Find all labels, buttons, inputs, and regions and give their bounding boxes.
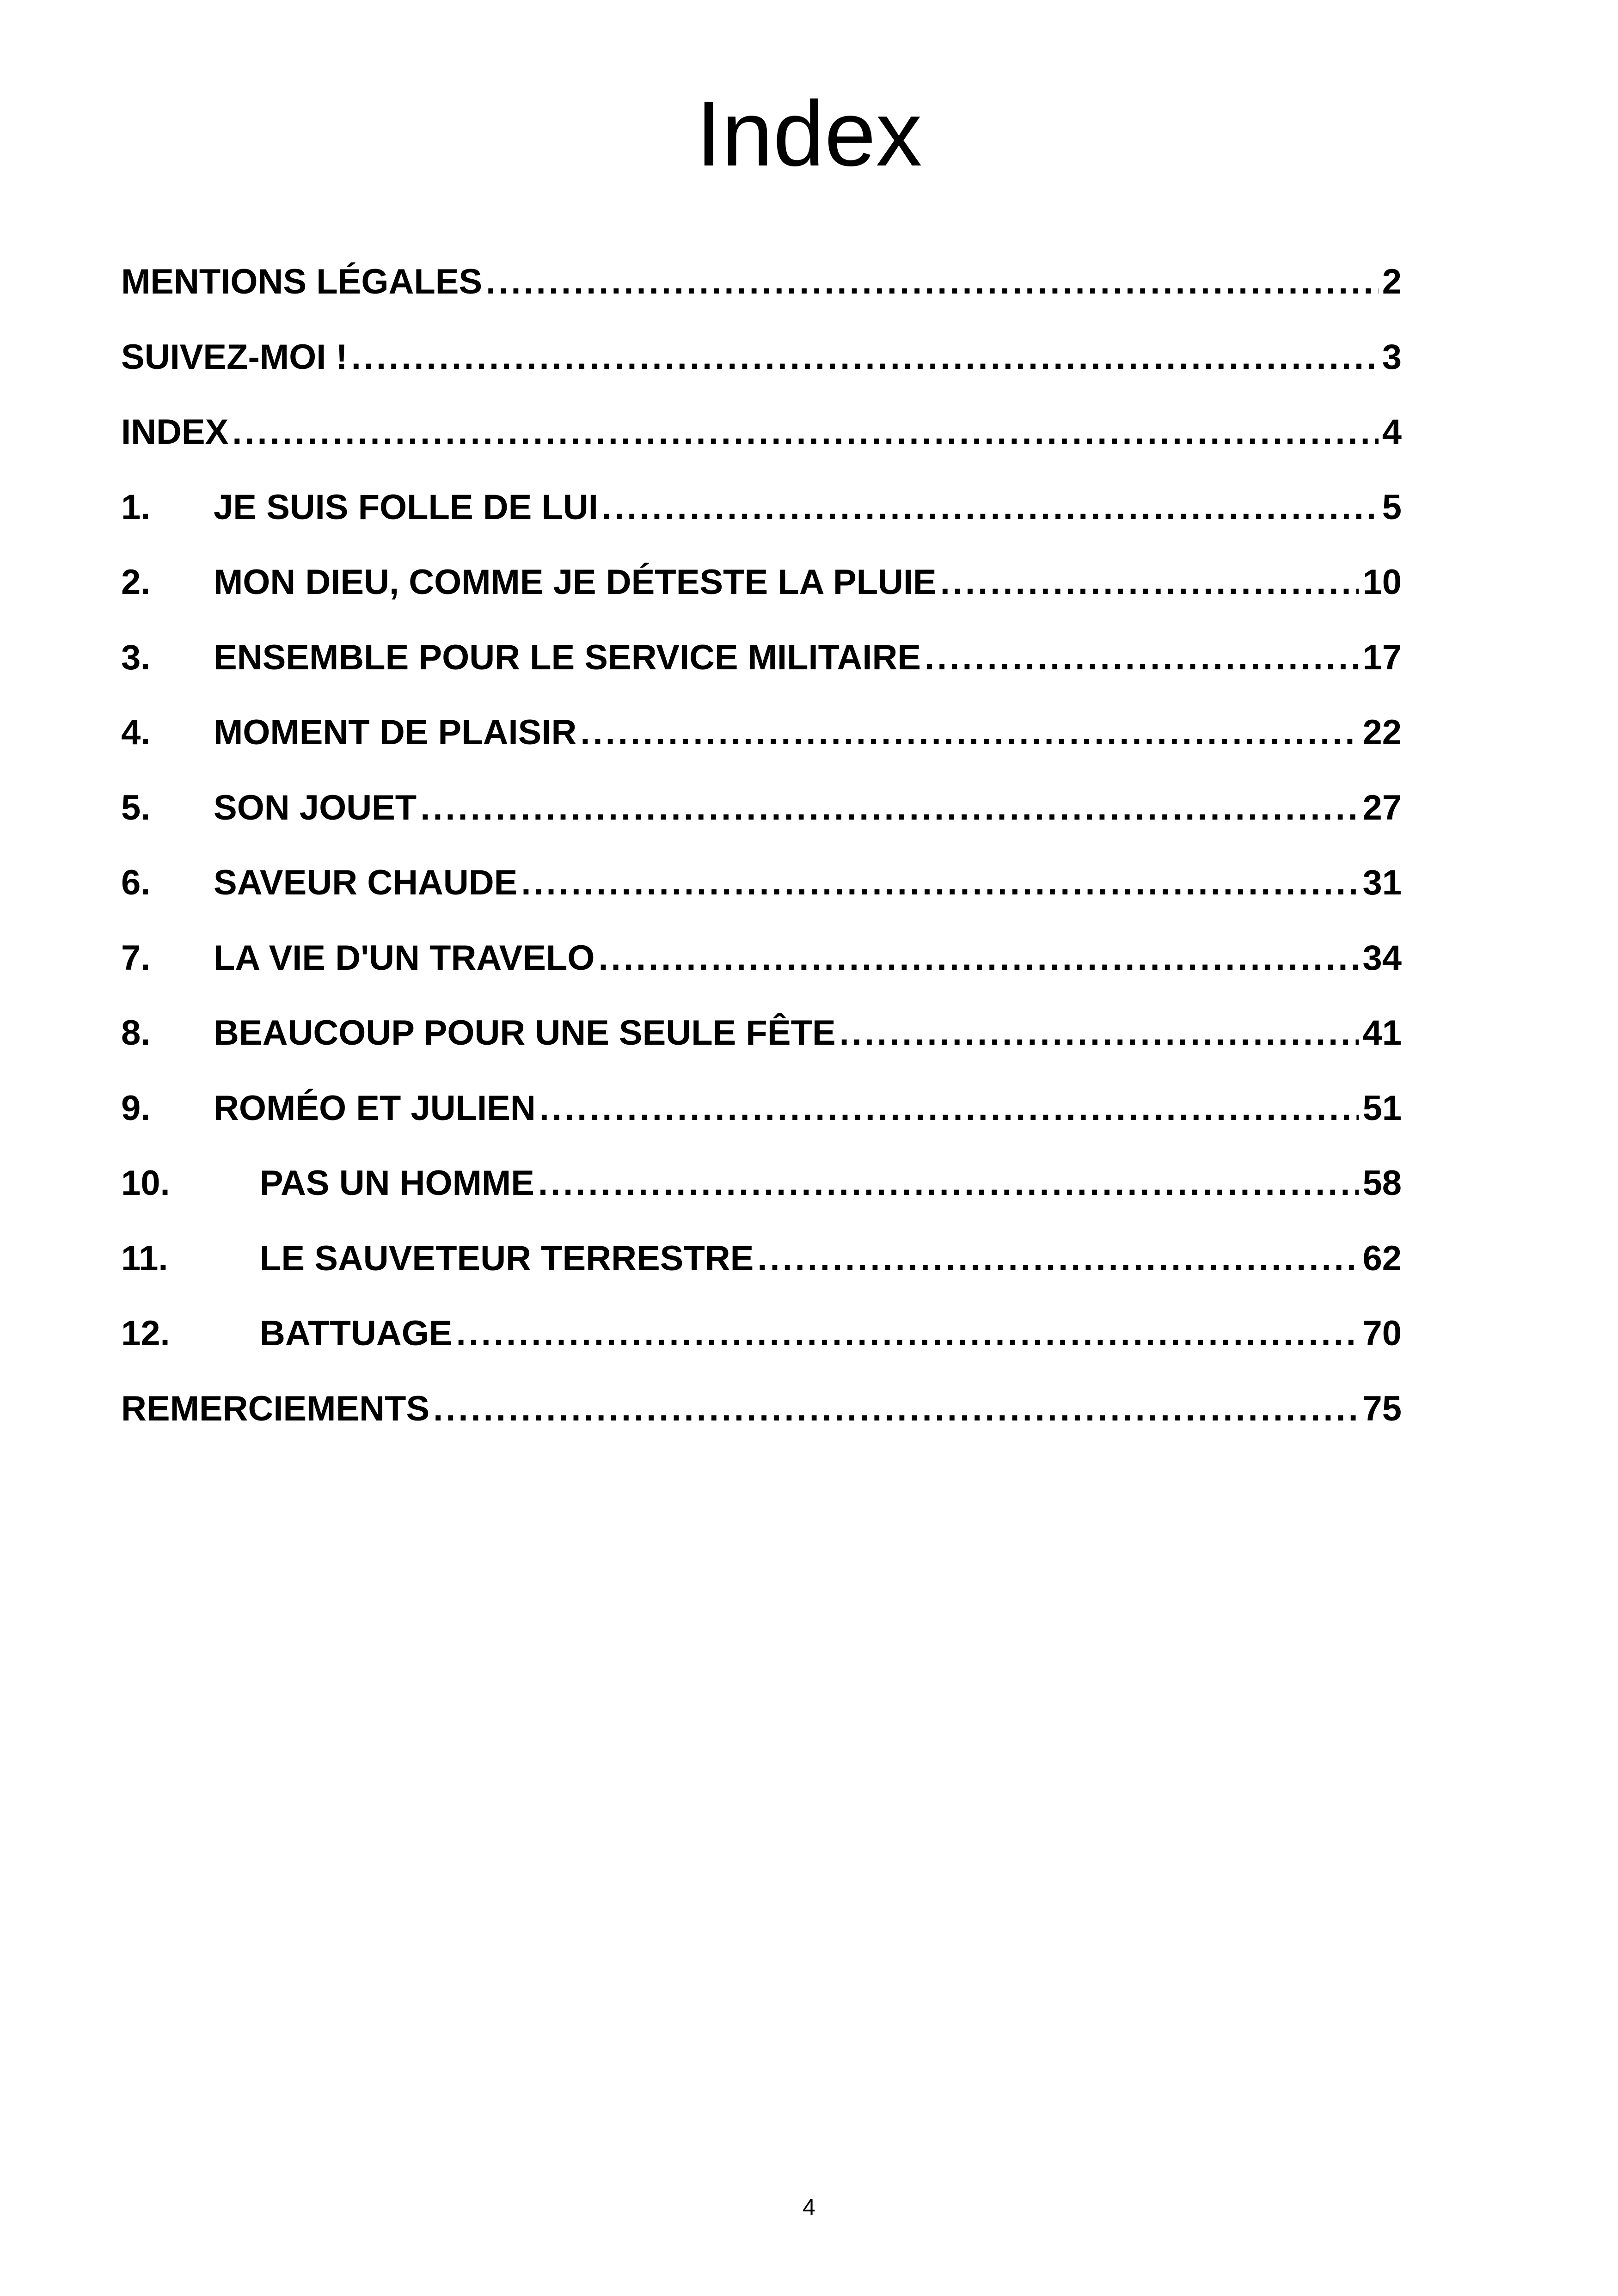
toc-entry[interactable] <box>121 1010 1402 1085</box>
toc-entry[interactable] <box>121 1160 1402 1236</box>
toc-entry-page: 34 <box>1362 938 1402 978</box>
toc-entry-label: PAS UN HOMME <box>260 1163 534 1203</box>
toc-entry-label: JE SUIS FOLLE DE LUI <box>214 487 598 527</box>
toc-entry-page: 2 <box>1382 262 1402 301</box>
dot-leader <box>840 1010 1359 1056</box>
toc-entry-number: 8. <box>121 1013 151 1053</box>
toc-entry[interactable] <box>121 710 1402 785</box>
toc-entry[interactable] <box>121 259 1402 334</box>
toc-entry-label: LE SAUVETEUR TERRESTRE <box>260 1238 754 1278</box>
toc-entry-page: 5 <box>1382 487 1402 527</box>
dot-leader <box>580 710 1359 756</box>
toc-entry[interactable] <box>121 1310 1402 1386</box>
dot-leader <box>456 1310 1359 1357</box>
table-of-contents <box>121 259 1402 1461</box>
toc-entry[interactable] <box>121 559 1402 635</box>
dot-leader <box>433 1386 1359 1432</box>
toc-entry-page: 31 <box>1362 863 1402 902</box>
toc-entry-page: 62 <box>1362 1238 1402 1278</box>
toc-entry-page: 41 <box>1362 1013 1402 1053</box>
page-number: 4 <box>803 2194 815 2220</box>
toc-entry-number: 7. <box>121 938 151 978</box>
toc-entry-number: 2. <box>121 563 151 602</box>
toc-entry[interactable] <box>121 1386 1402 1461</box>
toc-entry[interactable] <box>121 409 1402 484</box>
toc-entry[interactable] <box>121 1236 1402 1311</box>
dot-leader <box>351 334 1379 380</box>
dot-leader <box>602 484 1379 531</box>
toc-entry[interactable] <box>121 785 1402 860</box>
toc-entry-page: 17 <box>1362 637 1402 677</box>
toc-entry-label: BEAUCOUP POUR UNE SEULE FÊTE <box>214 1013 836 1053</box>
dot-leader <box>538 1160 1359 1206</box>
toc-entry-label: SUIVEZ-MOI ! <box>121 337 348 377</box>
toc-entry-number: 3. <box>121 637 151 677</box>
toc-entry-page: 10 <box>1362 563 1402 602</box>
toc-entry-label: MENTIONS LÉGALES <box>121 262 483 301</box>
toc-entry-page: 3 <box>1382 337 1402 377</box>
toc-entry-page: 70 <box>1362 1314 1402 1353</box>
toc-entry-label: SON JOUET <box>214 788 417 827</box>
toc-entry-label: REMERCIEMENTS <box>121 1389 430 1428</box>
toc-entry[interactable] <box>121 334 1402 410</box>
toc-entry-label: LA VIE D'UN TRAVELO <box>214 938 595 978</box>
toc-entry-label: ROMÉO ET JULIEN <box>214 1088 536 1128</box>
toc-entry-label: MON DIEU, COMME JE DÉTESTE LA PLUIE <box>214 563 937 602</box>
dot-leader <box>486 259 1379 305</box>
toc-entry-number: 1. <box>121 487 151 527</box>
toc-entry-label: BATTUAGE <box>260 1314 453 1353</box>
toc-entry-number: 5. <box>121 788 151 827</box>
toc-entry-page: 27 <box>1362 788 1402 827</box>
toc-entry-label: INDEX <box>121 412 229 452</box>
toc-entry[interactable] <box>121 935 1402 1010</box>
dot-leader <box>925 635 1359 681</box>
toc-entry[interactable] <box>121 484 1402 560</box>
toc-entry-page: 75 <box>1362 1389 1402 1428</box>
page-title: Index <box>696 82 922 185</box>
toc-entry-number: 12. <box>121 1314 170 1353</box>
toc-entry-label: SAVEUR CHAUDE <box>214 863 518 902</box>
dot-leader <box>232 409 1378 455</box>
toc-entry-page: 22 <box>1362 713 1402 752</box>
toc-entry-page: 58 <box>1362 1163 1402 1203</box>
toc-entry-page: 4 <box>1382 412 1402 452</box>
dot-leader <box>539 1085 1359 1132</box>
toc-entry[interactable] <box>121 635 1402 710</box>
toc-entry[interactable] <box>121 1085 1402 1161</box>
toc-entry-number: 10. <box>121 1163 170 1203</box>
dot-leader <box>521 860 1359 906</box>
toc-entry-number: 11. <box>121 1238 168 1278</box>
dot-leader <box>420 785 1359 831</box>
dot-leader <box>940 559 1359 606</box>
toc-entry-number: 4. <box>121 713 151 752</box>
toc-entry-page: 51 <box>1362 1088 1402 1128</box>
toc-entry[interactable] <box>121 860 1402 935</box>
dot-leader <box>757 1236 1359 1282</box>
toc-entry-label: ENSEMBLE POUR LE SERVICE MILITAIRE <box>214 637 921 677</box>
toc-entry-number: 6. <box>121 863 151 902</box>
toc-entry-number: 9. <box>121 1088 151 1128</box>
dot-leader <box>599 935 1359 981</box>
toc-entry-label: MOMENT DE PLAISIR <box>214 713 577 752</box>
